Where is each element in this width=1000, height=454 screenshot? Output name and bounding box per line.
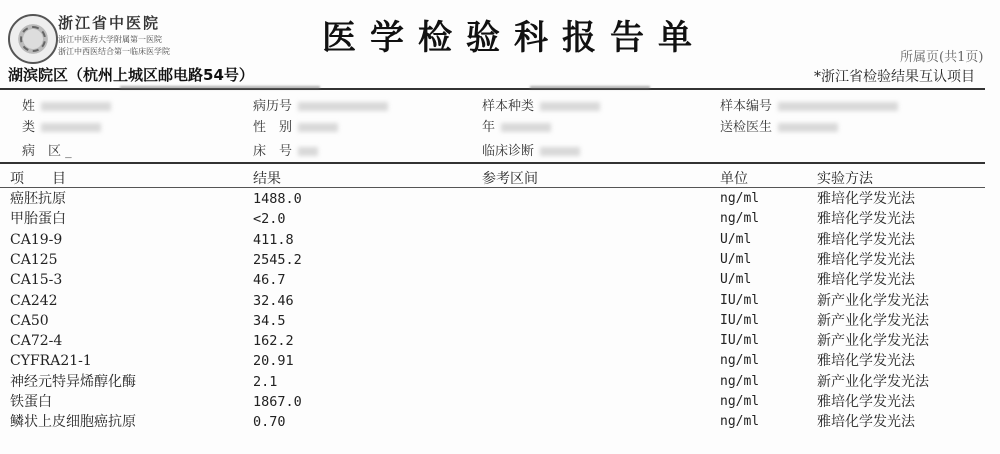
result-value: 32.46 xyxy=(253,292,294,309)
item-name: CYFRA21-1 xyxy=(10,353,92,370)
method-value: 新产业化学发光法 xyxy=(817,373,929,390)
unit-value: IU/ml xyxy=(720,312,760,328)
unit-value: ng/ml xyxy=(720,191,760,206)
column-header-method: 实验方法 xyxy=(817,171,873,187)
item-name: CA72-4 xyxy=(10,333,63,350)
diagnosis-label: 临床诊断 xyxy=(482,144,535,159)
column-header-unit: 单位 xyxy=(720,171,748,187)
redacted-value xyxy=(778,123,838,132)
age-label: 年 xyxy=(482,120,496,135)
table-row xyxy=(0,392,985,412)
result-value: 1867.0 xyxy=(253,394,302,410)
table-row xyxy=(0,230,985,250)
item-name: 鳞状上皮细胞癌抗原 xyxy=(10,414,136,431)
column-header-rule xyxy=(0,187,985,188)
page-indicator: 所属页(共1页) xyxy=(900,50,984,65)
table-row xyxy=(0,250,985,270)
sample-number-label: 样本编号 xyxy=(720,99,773,114)
bed-field xyxy=(253,140,318,159)
type-field xyxy=(22,116,101,135)
result-value: 162.2 xyxy=(253,333,294,350)
result-value: 2545.2 xyxy=(253,251,302,268)
redacted-value xyxy=(41,102,111,111)
item-name: 癌胚抗原 xyxy=(10,191,66,207)
item-name: 甲胎蛋白 xyxy=(10,211,66,228)
result-value: 2.1 xyxy=(253,373,278,390)
age-field xyxy=(482,116,551,135)
scan-smudge xyxy=(530,86,650,89)
case-number-field xyxy=(253,95,388,114)
scan-smudge xyxy=(120,86,320,89)
result-value: 0.70 xyxy=(253,414,286,431)
hospital-subtitle-1: 浙江中医药大学附属第一医院 xyxy=(58,35,162,44)
ward-value: _ xyxy=(65,144,72,159)
doctor-label: 送检医生 xyxy=(720,120,773,135)
item-name: CA15-3 xyxy=(10,272,63,289)
unit-value: ng/ml xyxy=(720,373,760,389)
hospital-name: 浙江省中医院 xyxy=(58,14,161,32)
sex-field xyxy=(253,116,338,135)
mutual-recognition-note: *浙江省检验结果互认项目 xyxy=(814,69,975,85)
method-value: 雅培化学发光法 xyxy=(817,251,915,268)
redacted-value xyxy=(501,123,551,132)
redacted-value xyxy=(778,102,898,111)
column-header-reference: 参考区间 xyxy=(482,171,538,187)
unit-value: IU/ml xyxy=(720,292,760,308)
item-name: 神经元特异烯醇化酶 xyxy=(10,373,136,390)
result-value: 411.8 xyxy=(253,231,294,248)
item-name: CA50 xyxy=(10,312,49,329)
table-row xyxy=(0,209,985,229)
redacted-value xyxy=(298,123,338,132)
method-value: 雅培化学发光法 xyxy=(817,191,915,207)
method-value: 雅培化学发光法 xyxy=(817,353,915,370)
redacted-value xyxy=(41,123,101,132)
doctor-field xyxy=(720,116,838,135)
campus-address: 湖滨院区（杭州上城区邮电路54号） xyxy=(8,66,254,84)
method-value: 新产业化学发光法 xyxy=(817,312,929,329)
redacted-value xyxy=(298,102,388,111)
report-title: 医学检验科报告单 xyxy=(322,18,706,58)
table-row xyxy=(0,270,985,290)
sex-label: 性 别 xyxy=(253,120,293,135)
column-header-item: 项 目 xyxy=(10,171,66,187)
method-value: 雅培化学发光法 xyxy=(817,394,915,410)
type-label: 类 xyxy=(22,120,36,135)
item-name: 铁蛋白 xyxy=(10,394,52,410)
table-row xyxy=(0,189,985,209)
sample-type-label: 样本种类 xyxy=(482,99,535,114)
table-row xyxy=(0,291,985,311)
table-row xyxy=(0,351,985,371)
result-value: 1488.0 xyxy=(253,191,302,207)
redacted-value xyxy=(298,147,318,156)
sample-type-field xyxy=(482,95,600,114)
item-name: CA19-9 xyxy=(10,231,63,248)
unit-value: U/ml xyxy=(720,251,752,267)
name-label: 姓 xyxy=(22,99,36,114)
result-value: <2.0 xyxy=(253,211,286,228)
hospital-subtitle-2: 浙江中西医结合第一临床医学院 xyxy=(58,47,170,56)
unit-value: ng/ml xyxy=(720,353,760,369)
unit-value: U/ml xyxy=(720,231,752,247)
case-number-label: 病历号 xyxy=(253,99,293,114)
redacted-value xyxy=(540,102,600,111)
hospital-logo-icon xyxy=(8,14,58,64)
table-row xyxy=(0,412,985,432)
method-value: 雅培化学发光法 xyxy=(817,211,915,228)
result-value: 34.5 xyxy=(253,312,286,329)
redacted-value xyxy=(540,147,580,156)
unit-value: ng/ml xyxy=(720,414,760,430)
unit-value: ng/ml xyxy=(720,211,760,227)
method-value: 雅培化学发光法 xyxy=(817,272,915,289)
method-value: 雅培化学发光法 xyxy=(817,414,915,431)
item-name: CA242 xyxy=(10,292,58,309)
unit-value: U/ml xyxy=(720,272,752,288)
info-rule xyxy=(0,162,985,164)
result-value: 20.91 xyxy=(253,353,294,370)
ward-field xyxy=(22,140,72,159)
ward-label: 病 区 xyxy=(22,144,62,159)
item-name: CA125 xyxy=(10,251,58,268)
table-row xyxy=(0,372,985,392)
method-value: 新产业化学发光法 xyxy=(817,333,929,350)
result-value: 46.7 xyxy=(253,272,286,289)
unit-value: ng/ml xyxy=(720,394,760,409)
unit-value: IU/ml xyxy=(720,333,760,349)
name-field xyxy=(22,95,111,114)
bed-label: 床 号 xyxy=(253,144,293,159)
table-row xyxy=(0,331,985,351)
diagnosis-field xyxy=(482,140,580,159)
method-value: 雅培化学发光法 xyxy=(817,231,915,248)
method-value: 新产业化学发光法 xyxy=(817,292,929,309)
table-row xyxy=(0,311,985,331)
column-header-result: 结果 xyxy=(253,171,281,187)
sample-number-field xyxy=(720,95,898,114)
